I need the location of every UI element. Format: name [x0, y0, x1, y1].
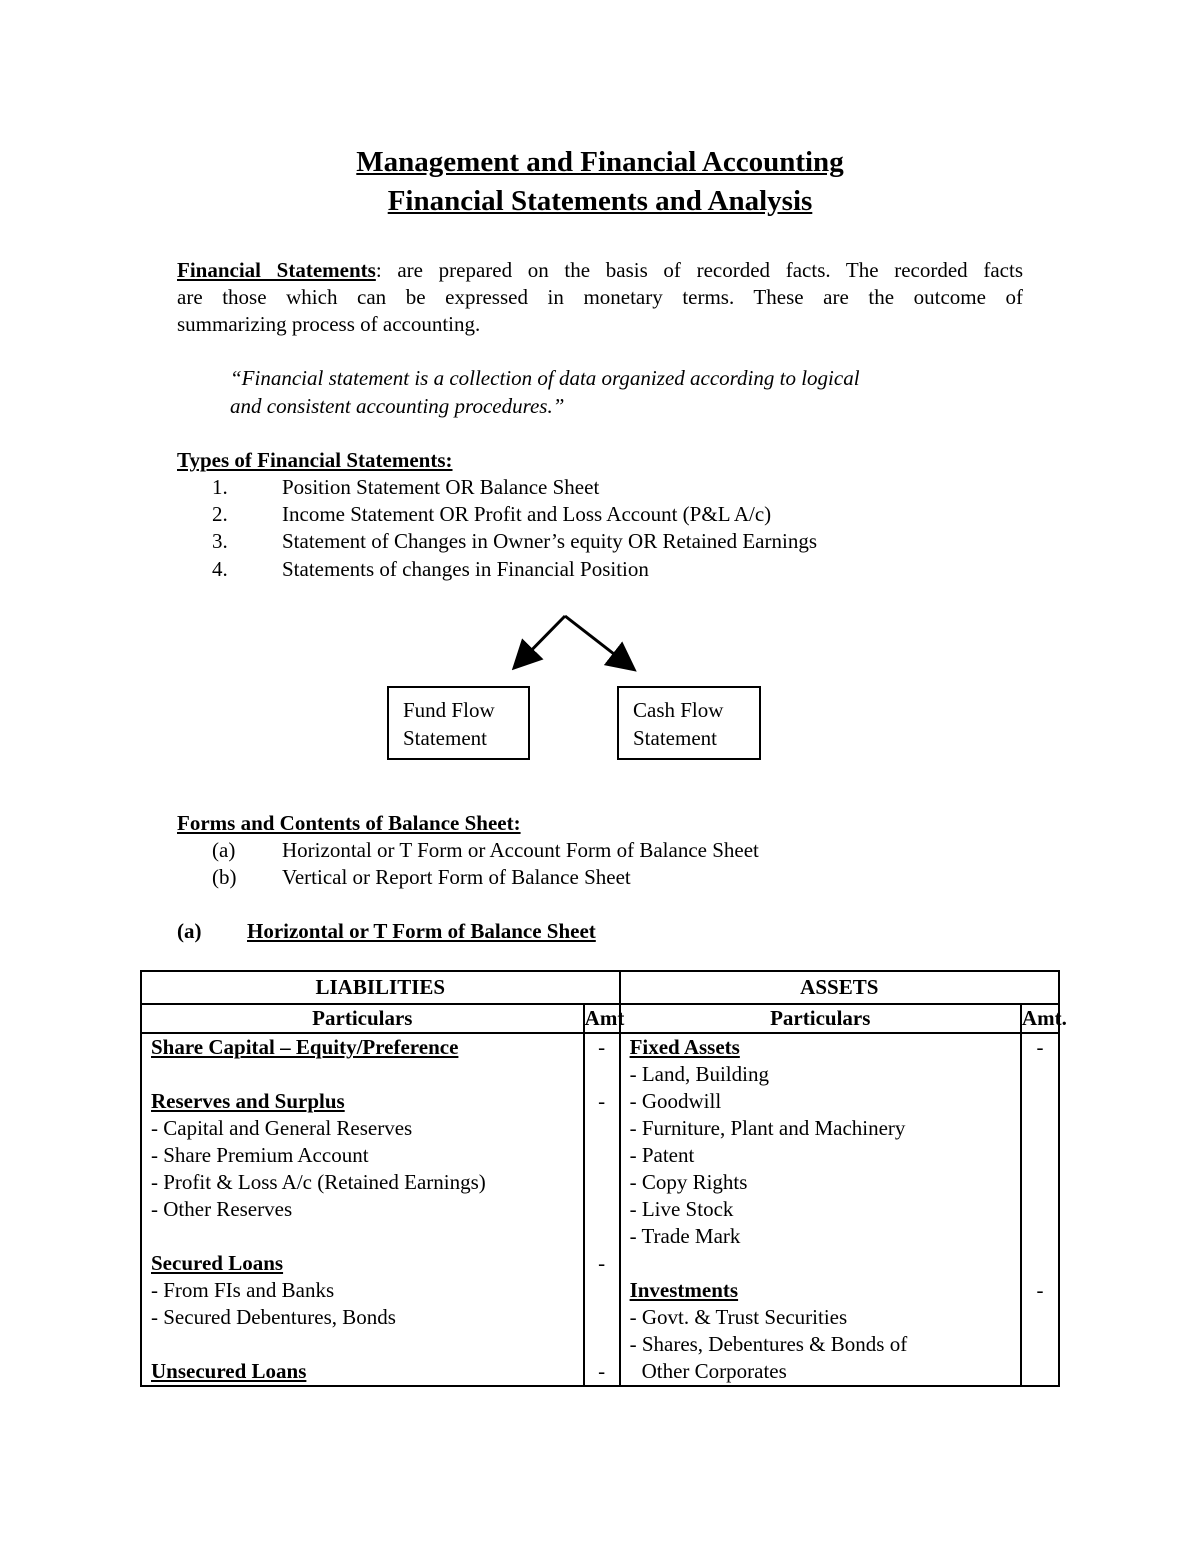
- assets-amt-cell: [1021, 1033, 1059, 1386]
- blank-line: [585, 1061, 619, 1088]
- investments-label: Investments: [629, 1278, 739, 1302]
- blank-line: [585, 1223, 619, 1250]
- assets-header: ASSETS: [620, 971, 1059, 1004]
- types-item-number: 2.: [212, 502, 228, 526]
- amt-dash: -: [598, 1035, 606, 1059]
- blank-line: [1022, 1061, 1058, 1088]
- document-subtitle: Financial Statements and Analysis: [387, 185, 813, 217]
- fund-flow-line-1: Fund Flow: [403, 698, 495, 722]
- fund-flow-line-2: Statement: [403, 726, 487, 750]
- assets-particulars-header: Particulars: [620, 1004, 1021, 1033]
- share-capital-label: Share Capital – Equity/Preference: [151, 1035, 459, 1059]
- blank-line: [585, 1142, 619, 1169]
- list-item: - Share Premium Account: [151, 1143, 369, 1167]
- list-item: - Secured Debentures, Bonds: [151, 1305, 396, 1329]
- intro-line-3: summarizing process of accounting.: [177, 312, 481, 336]
- blank-line: [585, 1115, 619, 1142]
- secured-loans-label: Secured Loans: [151, 1251, 284, 1275]
- assets-amt-header: Amt.: [1021, 1004, 1059, 1033]
- list-item: - Live Stock: [629, 1197, 734, 1221]
- amt-dash: -: [598, 1251, 606, 1275]
- blank-line: [151, 1331, 574, 1358]
- forms-heading: Forms and Contents of Balance Sheet:: [177, 811, 521, 835]
- list-item: - Goodwill: [629, 1089, 722, 1113]
- liabilities-amt-cell: [584, 1033, 620, 1386]
- blank-line: [1022, 1115, 1058, 1142]
- liabilities-amt-header: Amt: [584, 1004, 620, 1033]
- list-item: - Shares, Debentures & Bonds of: [629, 1332, 908, 1356]
- list-item: - Furniture, Plant and Machinery: [629, 1116, 906, 1140]
- blank-line: [585, 1196, 619, 1223]
- cash-flow-line-1: Cash Flow: [633, 698, 724, 722]
- types-item-text: Statement of Changes in Owner’s equity OR Retained Earnings: [282, 529, 818, 553]
- arrow-left: [516, 616, 565, 666]
- blank-line: [151, 1061, 574, 1088]
- section-a-title: Horizontal or T Form of Balance Sheet: [247, 919, 596, 943]
- intro-lead: Financial Statements: [177, 258, 376, 282]
- forms-item-label: (b): [212, 865, 237, 889]
- blank-line: [1022, 1223, 1058, 1250]
- table-subheader-row: [141, 1004, 1059, 1033]
- quote-line-1: “Financial statement is a collection of data organized according to logical: [230, 366, 860, 390]
- blank-line: [585, 1331, 619, 1358]
- blank-line: [630, 1250, 1011, 1277]
- list-item: - Capital and General Reserves: [151, 1116, 413, 1140]
- flow-arrows: [500, 610, 650, 680]
- section-a-label: (a): [177, 919, 202, 943]
- forms-item-text: Vertical or Report Form of Balance Sheet: [282, 865, 631, 889]
- blank-line: [151, 1223, 574, 1250]
- blank-line: [1022, 1169, 1058, 1196]
- list-item: - Copy Rights: [629, 1170, 748, 1194]
- list-item: - Patent: [629, 1143, 695, 1167]
- intro-line-1: [177, 257, 1023, 284]
- cash-flow-line-2: Statement: [633, 726, 717, 750]
- unsecured-loans-label: Unsecured Loans: [151, 1359, 307, 1383]
- amt-dash: -: [598, 1089, 606, 1113]
- forms-item-text: Horizontal or T Form or Account Form of Balance Sheet: [282, 838, 759, 862]
- balance-sheet-table: [140, 970, 1067, 1387]
- list-item: - Govt. & Trust Securities: [629, 1305, 848, 1329]
- document-title: Management and Financial Accounting: [356, 146, 844, 178]
- quote-line-2: and consistent accounting procedures.”: [230, 394, 565, 418]
- blank-line: [1022, 1250, 1058, 1277]
- list-item: - From FIs and Banks: [151, 1278, 335, 1302]
- types-item-number: 3.: [212, 529, 228, 553]
- amt-dash: -: [598, 1359, 606, 1383]
- blank-line: [1022, 1088, 1058, 1115]
- types-item-text: Statements of changes in Financial Position: [282, 557, 649, 581]
- types-item-number: 1.: [212, 475, 228, 499]
- list-item: - Land, Building: [629, 1062, 769, 1086]
- liabilities-header: LIABILITIES: [141, 971, 620, 1004]
- fixed-assets-label: Fixed Assets: [629, 1035, 740, 1059]
- fund-flow-box: [387, 686, 530, 760]
- list-item: - Other Reserves: [151, 1197, 293, 1221]
- blank-line: [1022, 1196, 1058, 1223]
- arrow-right: [565, 616, 632, 668]
- table-header-row: [141, 971, 1059, 1004]
- types-item-text: Position Statement OR Balance Sheet: [282, 475, 600, 499]
- blank-line: [585, 1304, 619, 1331]
- types-item-number: 4.: [212, 557, 228, 581]
- reserves-label: Reserves and Surplus: [151, 1089, 345, 1113]
- list-item: - Profit & Loss A/c (Retained Earnings): [151, 1170, 486, 1194]
- cash-flow-box: [617, 686, 761, 760]
- list-item: - Trade Mark: [629, 1224, 741, 1248]
- blank-line: [1022, 1142, 1058, 1169]
- liabilities-particulars-cell: [141, 1033, 584, 1386]
- blank-line: [585, 1277, 619, 1304]
- types-item-text: Income Statement OR Profit and Loss Account (P&L A/c): [282, 502, 772, 526]
- intro-line-1-rest: : are prepared on the basis of recorded facts. The recorded facts: [375, 258, 1023, 282]
- liabilities-particulars-header: Particulars: [141, 1004, 584, 1033]
- intro-line-2: are those which can be expressed in monetary terms. These are the outcome of: [177, 285, 1023, 309]
- amt-dash: -: [1036, 1035, 1044, 1059]
- types-heading: Types of Financial Statements:: [177, 448, 453, 472]
- table-body-row: [141, 1033, 1059, 1386]
- forms-item-label: (a): [212, 838, 236, 862]
- assets-particulars-cell: [620, 1033, 1021, 1386]
- blank-line: [585, 1169, 619, 1196]
- amt-dash: -: [1036, 1278, 1044, 1302]
- list-item: Other Corporates: [641, 1359, 787, 1383]
